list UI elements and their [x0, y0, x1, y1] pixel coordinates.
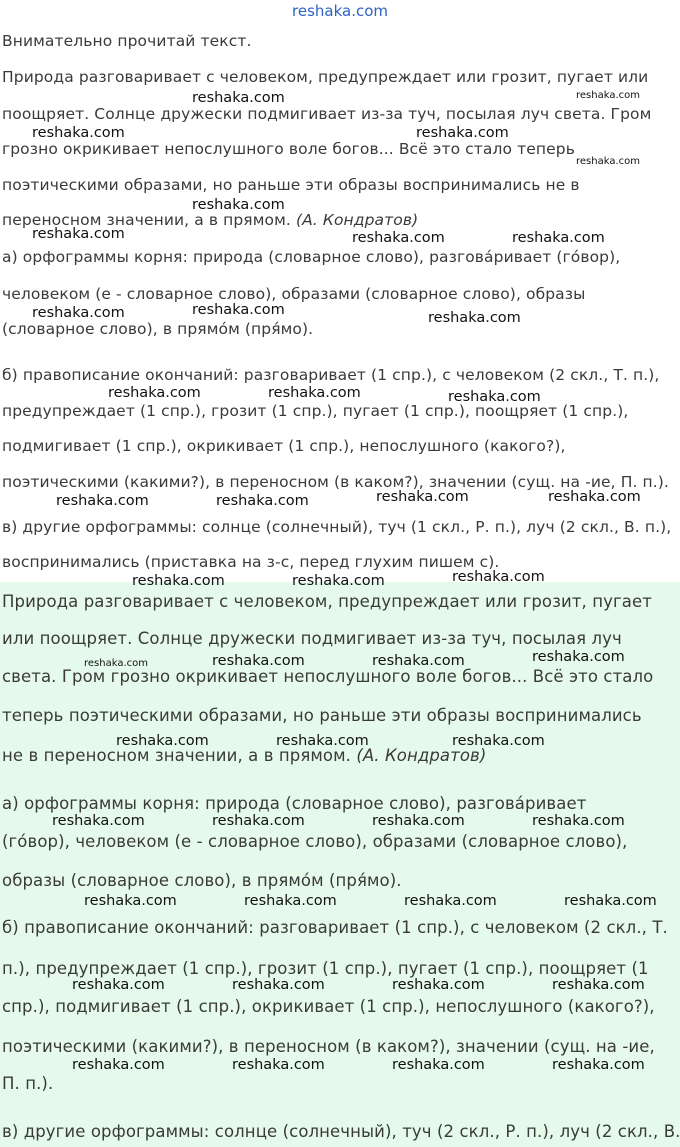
watermark: reshaka.com — [552, 1057, 645, 1073]
answer-b-line: предупреждает (1 спр.), грозит (1 спр.), пугает (1 спр.), поощряет (1 спр.), — [2, 402, 629, 420]
watermark: reshaka.com — [32, 305, 125, 321]
text-fragment: не в переносном значении, а в прямом. — [2, 746, 357, 765]
watermark: reshaka.com — [428, 310, 521, 326]
answer-c-line: в) другие орфограммы: солнце (солнечный), туч (1 скл., Р. п.), луч (2 скл., В. п.), — [2, 518, 672, 536]
text-line — [2, 746, 486, 766]
answer-b-line: П. п.). — [2, 1074, 54, 1093]
text-line: света. Гром грозно окрикивает непослушного воле богов... Всё это стало — [2, 667, 654, 686]
watermark: reshaka.com — [212, 653, 305, 669]
answer-b-line: поэтическими (какими?), в переносном (в каком?), значении (сущ. на -ие, — [2, 1037, 655, 1056]
watermark: reshaka.com — [452, 569, 545, 585]
answer-a-line: (го́вор), человеком (е - словарное слово), образами (словарное слово), — [2, 832, 628, 851]
watermark: reshaka.com — [232, 1057, 325, 1073]
watermark: reshaka.com — [132, 573, 225, 589]
answer-b-line: п.), предупреждает (1 спр.), грозит (1 спр.), пугает (1 спр.), поощряет (1 — [2, 959, 649, 978]
watermark: reshaka.com — [84, 658, 148, 669]
watermark: reshaka.com — [72, 1057, 165, 1073]
watermark: reshaka.com — [52, 813, 145, 829]
answer-a-line: человеком (е - словарное слово), образами (словарное слово), образы — [2, 285, 586, 303]
watermark: reshaka.com — [564, 893, 657, 909]
watermark: reshaka.com — [392, 1057, 485, 1073]
watermark: reshaka.com — [532, 813, 625, 829]
watermark: reshaka.com — [376, 489, 469, 505]
watermark: reshaka.com — [108, 385, 201, 401]
answer-b-line: б) правописание окончаний: разговаривает (1 спр.), с человеком (2 скл., Т. — [2, 918, 668, 937]
text-fragment: переносном значении, а в прямом. — [2, 211, 296, 229]
watermark: reshaka.com — [276, 733, 369, 749]
answer-a-line: а) орфограммы корня: природа (словарное слово), разгова́ривает (го́вор), — [2, 248, 621, 266]
site-link[interactable]: reshaka.com — [292, 2, 388, 20]
watermark: reshaka.com — [292, 573, 385, 589]
answer-a-line: а) орфограммы корня: природа (словарное слово), разгова́ривает — [2, 794, 587, 813]
answer-c-line: воспринимались (приставка на з-с, перед глухим пишем с). — [2, 553, 500, 571]
watermark: reshaka.com — [404, 893, 497, 909]
answer-b-line: поэтическими (какими?), в переносном (в каком?), значении (сущ. на -ие, П. п.). — [2, 473, 669, 491]
watermark: reshaka.com — [392, 977, 485, 993]
answer-a-line: образы (словарное слово), в прямо́м (пря́мо). — [2, 871, 402, 890]
watermark: reshaka.com — [416, 125, 509, 141]
watermark: reshaka.com — [372, 813, 465, 829]
text-line: Природа разговаривает с человеком, предупреждает или грозит, пугает или — [2, 68, 649, 86]
watermark: reshaka.com — [576, 90, 640, 101]
watermark: reshaka.com — [216, 493, 309, 509]
watermark: reshaka.com — [268, 385, 361, 401]
watermark: reshaka.com — [372, 653, 465, 669]
text-line: поощряет. Солнце дружески подмигивает из-за туч, посылая луч света. Гром — [2, 105, 652, 123]
answer-b-line: подмигивает (1 спр.), окрикивает (1 спр.), непослушного (какого?), — [2, 437, 566, 455]
answer-c-line: в) другие орфограммы: солнце (солнечный), туч (2 скл., Р. п.), луч (2 скл., В. — [2, 1122, 680, 1141]
watermark: reshaka.com — [452, 733, 545, 749]
watermark: reshaka.com — [552, 977, 645, 993]
watermark: reshaka.com — [232, 977, 325, 993]
text-line: теперь поэтическими образами, но раньше эти образы воспринимались — [2, 706, 642, 725]
text-line: грозно окрикивает непослушного воле богов... Всё это стало теперь — [2, 140, 575, 158]
watermark: reshaka.com — [192, 197, 285, 213]
watermark: reshaka.com — [56, 493, 149, 509]
watermark: reshaka.com — [192, 90, 285, 106]
intro-line: Внимательно прочитай текст. — [2, 32, 252, 50]
watermark: reshaka.com — [532, 649, 625, 665]
answer-b-line: спр.), подмигивает (1 спр.), окрикивает (1 спр.), непослушного (какого?), — [2, 997, 655, 1016]
author-citation: (А. Кондратов) — [356, 746, 487, 765]
watermark: reshaka.com — [512, 230, 605, 246]
text-line: или поощряет. Солнце дружески подмигивает из-за туч, посылая луч — [2, 629, 622, 648]
answer-a-line: (словарное слово), в прямо́м (пря́мо). — [2, 320, 314, 338]
text-line: поэтическими образами, но раньше эти образы воспринимались не в — [2, 176, 580, 194]
answer-b-line: б) правописание окончаний: разговаривает (1 спр.), с человеком (2 скл., Т. п.), — [2, 366, 660, 384]
watermark: reshaka.com — [576, 156, 640, 167]
watermark: reshaka.com — [32, 125, 125, 141]
text-line: Природа разговаривает с человеком, предупреждает или грозит, пугает — [2, 592, 652, 611]
watermark: reshaka.com — [84, 893, 177, 909]
watermark: reshaka.com — [72, 977, 165, 993]
author-citation: (А. Кондратов) — [295, 211, 419, 229]
watermark: reshaka.com — [244, 893, 337, 909]
watermark: reshaka.com — [212, 813, 305, 829]
watermark: reshaka.com — [352, 230, 445, 246]
watermark: reshaka.com — [116, 733, 209, 749]
watermark: reshaka.com — [32, 226, 125, 242]
watermark: reshaka.com — [548, 489, 641, 505]
watermark: reshaka.com — [448, 389, 541, 405]
watermark: reshaka.com — [192, 302, 285, 318]
